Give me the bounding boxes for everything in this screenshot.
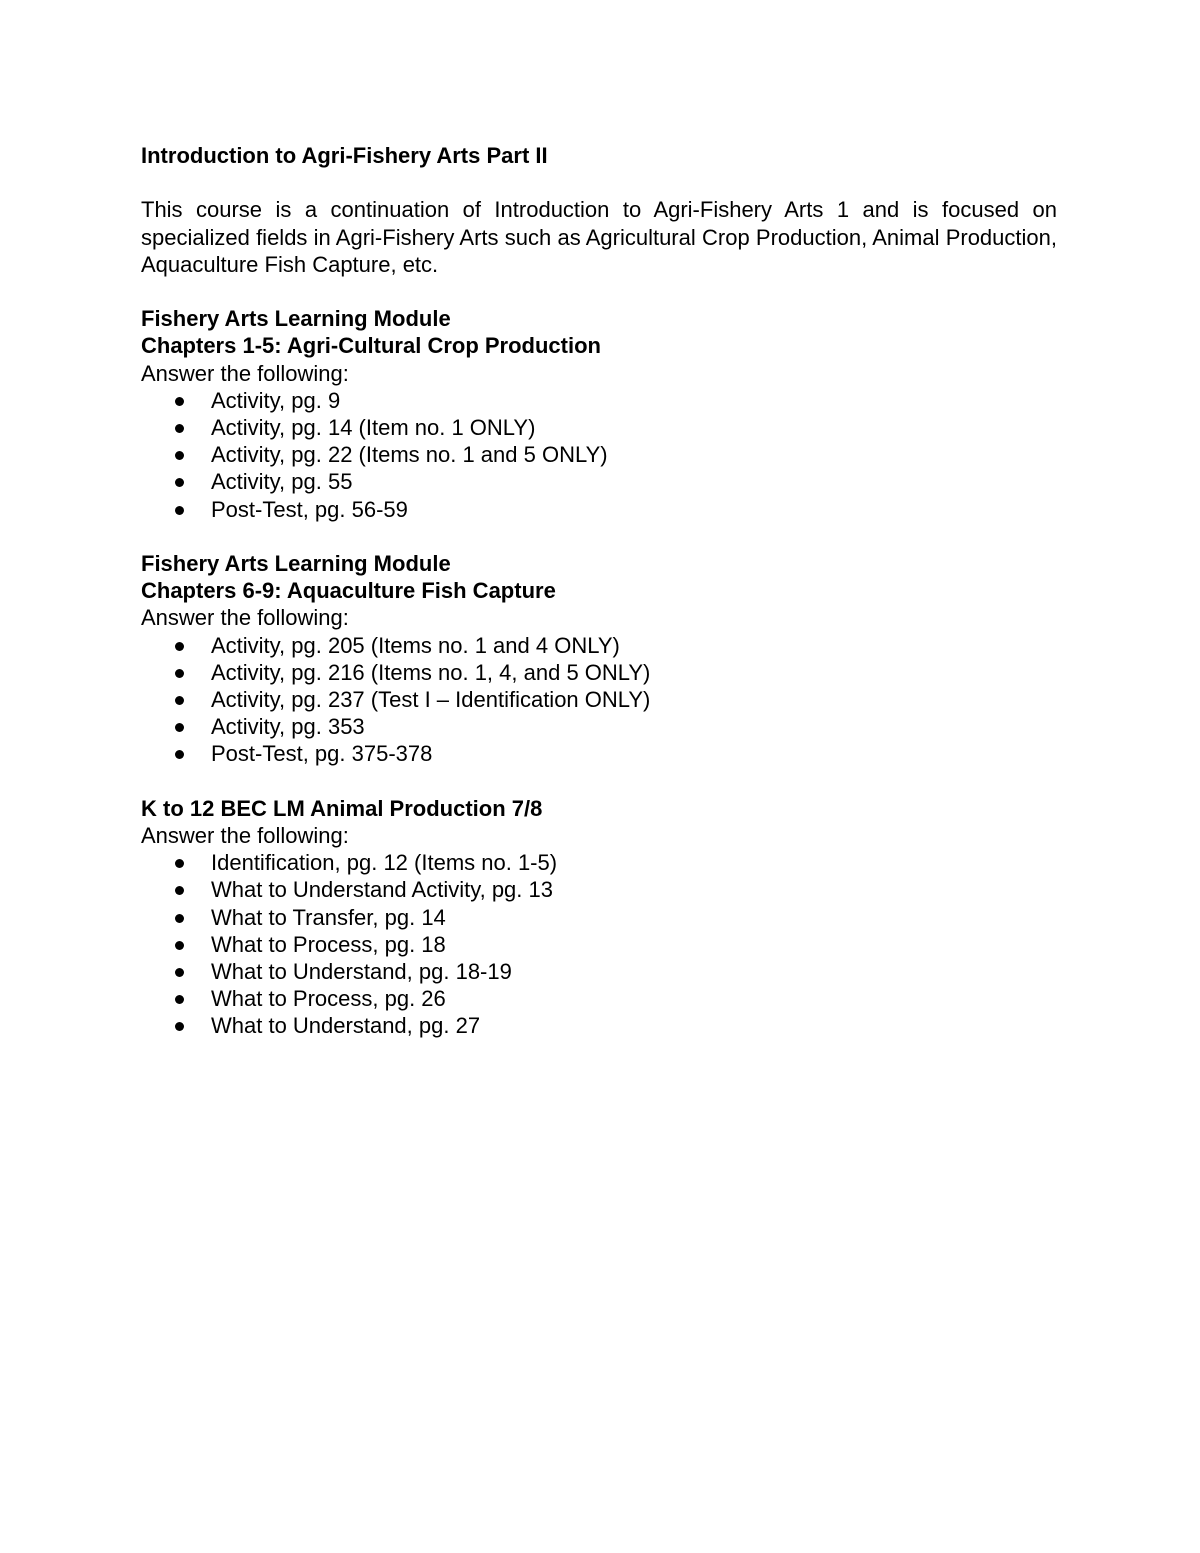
- list-item-text: What to Transfer, pg. 14: [211, 904, 446, 930]
- section-instruction: Answer the following:: [141, 605, 349, 631]
- list-item: [141, 849, 1057, 876]
- bullet-icon: [175, 451, 184, 460]
- section-chapters-title: Chapters 6-9: Aquaculture Fish Capture: [141, 578, 556, 604]
- list-item: [141, 958, 1057, 985]
- section-chapters-title: Chapters 1-5: Agri-Cultural Crop Production: [141, 333, 601, 359]
- list-item: [141, 931, 1057, 958]
- list-item: [141, 985, 1057, 1012]
- list-item: [141, 713, 1057, 740]
- document-title: Introduction to Agri-Fishery Arts Part II: [141, 143, 548, 168]
- list-item-text: Activity, pg. 14 (Item no. 1 ONLY): [211, 415, 536, 440]
- list-item: [141, 740, 1057, 767]
- document-page: [141, 142, 1057, 1040]
- bullet-icon: [175, 696, 184, 705]
- section-module-title: Fishery Arts Learning Module: [141, 551, 451, 576]
- list-item-text: What to Process, pg. 26: [211, 986, 446, 1012]
- list-item-text: Activity, pg. 237 (Test I – Identification ONLY): [211, 687, 651, 713]
- bullet-icon: [175, 424, 184, 433]
- bullet-icon: [175, 941, 184, 950]
- bullet-icon: [175, 723, 184, 732]
- list-item: [141, 686, 1057, 713]
- list-item: [141, 632, 1057, 659]
- bullet-icon: [175, 397, 184, 406]
- intro-paragraph: This course is a continuation of Introduction to Agri-Fishery Arts 1 and is focused on specialized fields in Agri-Fishery Arts such as Agricultural Crop Production, Animal Production, Aquaculture Fish Capture, etc.: [141, 197, 1057, 277]
- list-item: [141, 1012, 1057, 1039]
- list-item-text: Identification, pg. 12 (Items no. 1-5): [211, 850, 558, 876]
- list-item-text: What to Process, pg. 18: [211, 931, 446, 957]
- list-item-text: Activity, pg. 22 (Items no. 1 and 5 ONLY): [211, 442, 608, 468]
- section-fish-capture: [141, 550, 1057, 768]
- list-item: [141, 468, 1057, 495]
- bullet-icon: [175, 506, 184, 515]
- list-item: [141, 414, 1057, 441]
- list-item-text: Activity, pg. 216 (Items no. 1, 4, and 5 ONLY): [211, 659, 651, 685]
- list-item-text: What to Understand Activity, pg. 13: [211, 877, 553, 903]
- list-item-text: What to Understand, pg. 27: [211, 1013, 481, 1039]
- section-module-title: K to 12 BEC LM Animal Production 7/8: [141, 795, 543, 821]
- section-instruction: Answer the following:: [141, 360, 349, 386]
- bullet-icon: [175, 750, 184, 759]
- bullet-icon: [175, 968, 184, 977]
- bullet-icon: [175, 642, 184, 651]
- list-item: [141, 387, 1057, 414]
- section-animal-production: [141, 795, 1057, 1040]
- bullet-icon: [175, 914, 184, 923]
- bullet-icon: [175, 669, 184, 678]
- section-instruction: Answer the following:: [141, 823, 349, 849]
- list-item-text: Activity, pg. 9: [211, 387, 341, 413]
- list-item-text: Post-Test, pg. 56-59: [211, 496, 408, 522]
- section-module-title: Fishery Arts Learning Module: [141, 306, 451, 332]
- bullet-icon: [175, 859, 184, 868]
- list-item: [141, 659, 1057, 686]
- assignment-list: [141, 387, 1057, 523]
- assignment-list: [141, 632, 1057, 768]
- bullet-icon: [175, 478, 184, 487]
- list-item-text: Activity, pg. 55: [211, 469, 353, 495]
- list-item: [141, 904, 1057, 931]
- bullet-icon: [175, 1022, 184, 1031]
- bullet-icon: [175, 995, 184, 1004]
- list-item-text: What to Understand, pg. 18-19: [211, 959, 512, 985]
- list-item-text: Activity, pg. 205 (Items no. 1 and 4 ONLY): [211, 632, 620, 658]
- list-item: [141, 441, 1057, 468]
- list-item-text: Activity, pg. 353: [211, 714, 365, 740]
- list-item-text: Post-Test, pg. 375-378: [211, 741, 433, 767]
- section-crop-production: [141, 305, 1057, 523]
- list-item: [141, 876, 1057, 903]
- assignment-list: [141, 849, 1057, 1039]
- bullet-icon: [175, 886, 184, 895]
- list-item: [141, 496, 1057, 523]
